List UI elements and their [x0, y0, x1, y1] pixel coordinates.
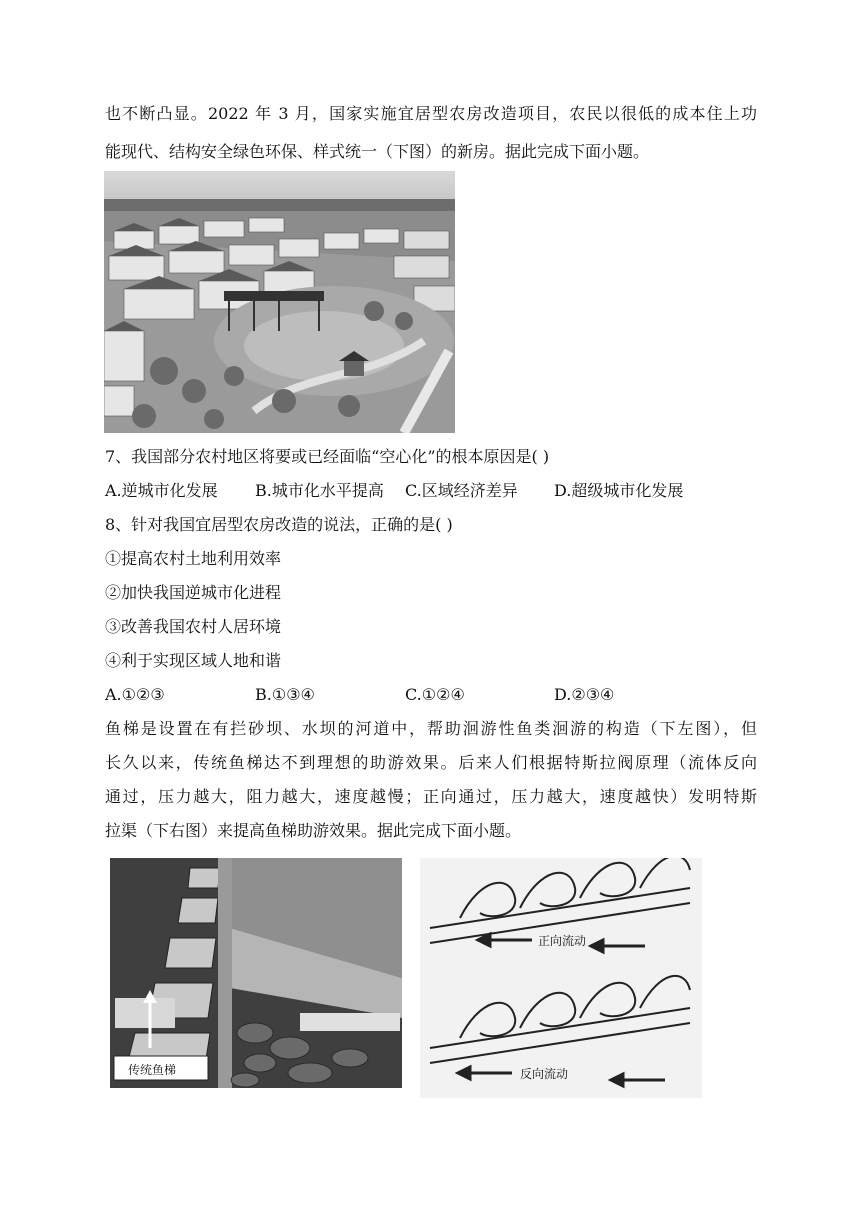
traditional-fish-ladder-label: 传统鱼梯 — [128, 1063, 177, 1077]
q7-option-d[interactable]: D.超级城市化发展 — [554, 481, 684, 500]
intro-line-2: 能现代、结构安全绿色环保、样式统一（下图）的新房。据此完成下面小题。 — [105, 142, 650, 161]
fish-ladder-figure — [110, 858, 702, 1098]
q7-option-c[interactable]: C.区域经济差异 — [405, 481, 518, 500]
q8-option-b[interactable]: B.①③④ — [255, 685, 315, 704]
passage-2-line-2: 长久以来，传统鱼梯达不到理想的助游效果。后来人们根据特斯拉阀原理（流体反向 — [105, 753, 757, 772]
traditional-fish-ladder-photo — [110, 858, 402, 1088]
q8-option-c[interactable]: C.①②④ — [405, 685, 465, 704]
passage-2-line-3: 通过，压力越大，阻力越大，速度越慢；正向通过，压力越大，速度越快）发明特斯 — [105, 787, 757, 806]
q8-item-3: ③改善我国农村人居环境 — [105, 617, 282, 636]
q8-option-a[interactable]: A.①②③ — [105, 685, 165, 704]
village-photo — [104, 171, 455, 433]
q8-option-d[interactable]: D.②③④ — [554, 685, 615, 704]
q8-item-1: ①提高农村土地利用效率 — [105, 549, 282, 568]
tesla-valve-diagram — [420, 858, 702, 1098]
reverse-flow-label: 反向流动 — [520, 1067, 569, 1081]
q7-option-a[interactable]: A.逆城市化发展 — [105, 481, 218, 500]
q7-option-b[interactable]: B.城市化水平提高 — [255, 481, 384, 500]
question-8-stem: 8、针对我国宜居型农房改造的说法，正确的是( ) — [105, 515, 453, 534]
passage-2-line-1: 鱼梯是设置在有拦砂坝、水坝的河道中，帮助洄游性鱼类洄游的构造（下左图），但 — [105, 719, 757, 738]
q8-item-4: ④利于实现区域人地和谐 — [105, 651, 282, 670]
q8-item-2: ②加快我国逆城市化进程 — [105, 583, 282, 602]
forward-flow-label: 正向流动 — [538, 934, 587, 948]
passage-2-line-4: 拉渠（下右图）来提高鱼梯助游效果。据此完成下面小题。 — [105, 821, 522, 840]
intro-line-1: 也不断凸显。2022 年 3 月，国家实施宜居型农房改造项目，农民以很低的成本住上功 — [105, 104, 757, 123]
question-7-stem: 7、我国部分农村地区将要或已经面临“空心化”的根本原因是( ) — [105, 447, 550, 466]
